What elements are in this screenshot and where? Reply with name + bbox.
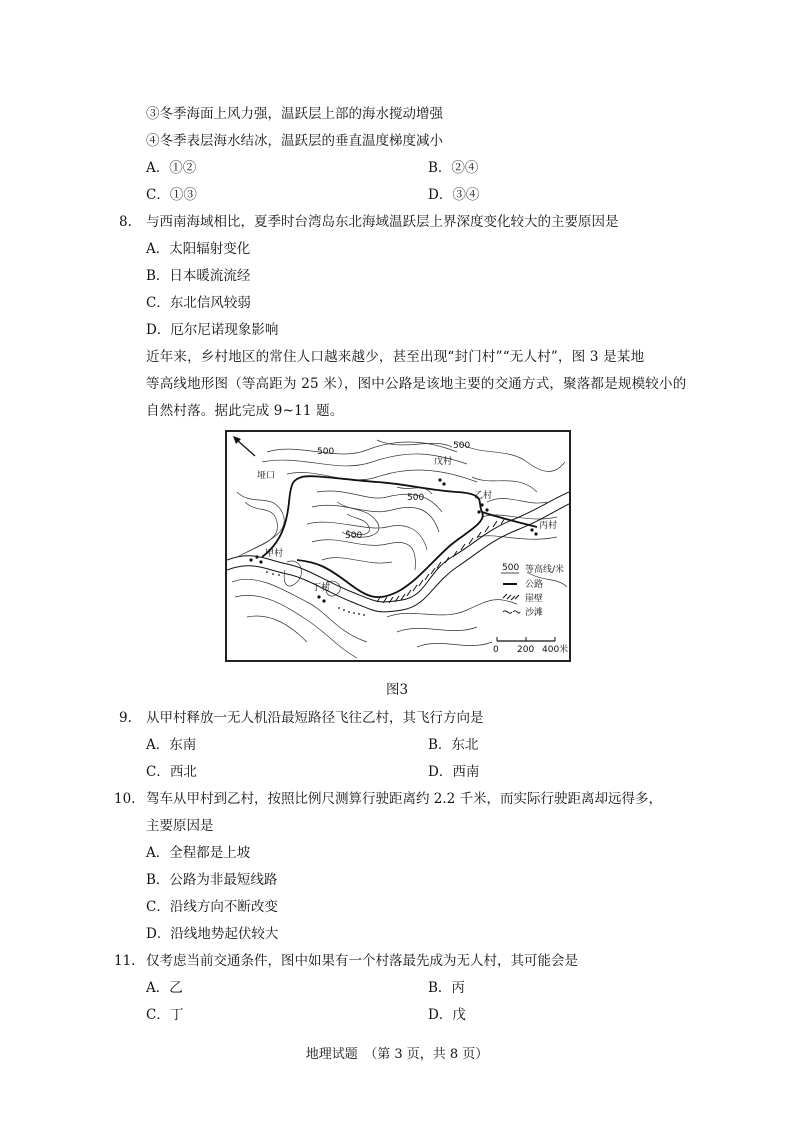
q7-option-c: C．①③: [146, 187, 197, 203]
q11-number: 11.: [114, 953, 136, 969]
contour-label-500-c: 500: [407, 493, 425, 503]
legend-contour: 等高线/米: [525, 565, 565, 575]
q9-option-c: C．西北: [146, 764, 197, 780]
place-label-yi: 乙村: [474, 491, 493, 501]
q8-option-c: C．东北信风较弱: [146, 295, 251, 311]
contour-label-500-a: 500: [317, 447, 335, 457]
scale-mid: 200: [517, 645, 535, 655]
q9-stem: 从甲村释放一无人机沿最短路径飞往乙村，其飞行方向是: [146, 710, 484, 726]
place-label-ding: 丁村: [312, 583, 331, 593]
legend-beach-icon: [503, 611, 520, 613]
q11-stem: 仅考虑当前交通条件，图中如果有一个村落最先成为无人村，其可能会是: [146, 953, 578, 969]
q8-option-b: B．日本暖流流经: [146, 268, 251, 284]
place-label-wu: 戊村: [434, 457, 453, 467]
legend-cliff: 崖壁: [525, 594, 544, 604]
q11-option-b: B．丙: [428, 980, 465, 996]
q8-stem: 与西南海域相比，夏季时台湾岛东北海域温跃层上界深度变化较大的主要原因是: [146, 214, 619, 230]
scale-zero: 0: [493, 645, 499, 655]
legend-beach: 沙滩: [525, 608, 544, 618]
place-label-yakou: 垭口: [257, 471, 276, 481]
q7-option-d: D．③④: [428, 187, 480, 203]
contour-label-500-d: 500: [345, 531, 363, 541]
q8-option-d: D．厄尔尼诺现象影响: [146, 322, 279, 338]
scale-bar: [493, 637, 568, 655]
q9-option-d: D．西南: [428, 764, 480, 780]
q11-option-c: C．丁: [146, 1007, 184, 1023]
scale-end: 400米: [542, 645, 569, 655]
passage-line-3: 自然村落。据此完成 9~11 题。: [146, 403, 344, 419]
contour-map-drawing: [227, 432, 569, 660]
cliff-band: [377, 518, 505, 603]
q10-option-b: B．公路为非最短线路: [146, 872, 278, 888]
q10-number: 10.: [114, 791, 136, 807]
q11-option-d: D．戊: [428, 1007, 466, 1023]
place-label-bing: 丙村: [539, 521, 558, 531]
q7-statement-3: ③冬季海面上风力强，温跃层上部的海水搅动增强: [146, 106, 443, 122]
contour-map: [225, 430, 571, 662]
q11-option-a: A．乙: [146, 980, 183, 996]
passage-line-2: 等高线地形图（等高距为 25 米），图中公路是该地主要的交通方式，聚落都是规模较小的: [146, 376, 687, 392]
legend-cliff-icon: [503, 594, 519, 600]
village-dots: [249, 478, 537, 602]
q10-option-a: A．全程都是上坡: [146, 845, 251, 861]
north-arrow-icon: [233, 436, 255, 456]
beach-marks: [266, 571, 365, 616]
q8-number: 8.: [119, 214, 132, 230]
contour-label-500-b: 500: [453, 441, 471, 451]
q10-option-c: C．沿线方向不断改变: [146, 899, 278, 915]
page-footer: 地理试题 （第 3 页，共 8 页）: [305, 1047, 489, 1062]
q9-option-a: A．东南: [146, 737, 197, 753]
place-label-jia: 甲村: [265, 549, 284, 559]
q10-stem-line-1: 驾车从甲村到乙村，按照比例尺测算行驶距离约 2.2 千米，而实际行驶距离却远得多，: [146, 791, 663, 807]
q10-option-d: D．沿线地势起伏较大: [146, 926, 279, 942]
q7-option-b: B．②④: [428, 160, 479, 176]
q7-statement-4: ④冬季表层海水结冰，温跃层的垂直温度梯度减小: [146, 133, 443, 149]
legend-road: 公路: [525, 580, 544, 590]
legend-contour-value: 500: [502, 563, 520, 573]
q10-stem-line-2: 主要原因是: [146, 818, 214, 834]
map-legend: [501, 563, 564, 618]
passage-line-1: 近年来，乡村地区的常住人口越来越少，甚至出现“封门村”“无人村”，图 3 是某地: [146, 349, 645, 365]
q9-number: 9.: [119, 710, 132, 726]
q8-option-a: A．太阳辐射变化: [146, 241, 251, 257]
q7-option-a: A．①②: [146, 160, 197, 176]
figure-caption: 图3: [385, 682, 409, 698]
q9-option-b: B．东北: [428, 737, 479, 753]
